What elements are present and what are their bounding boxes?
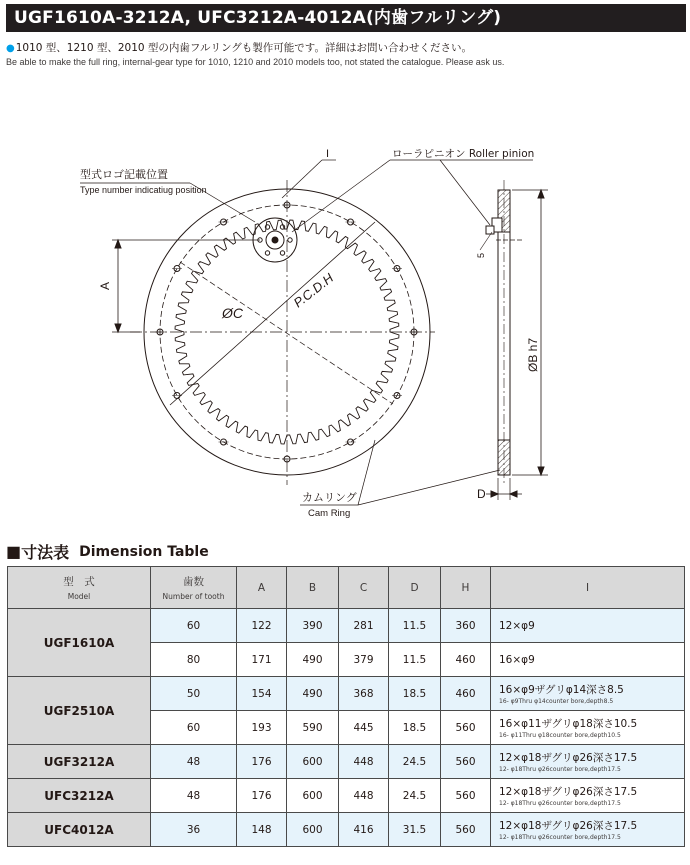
header-model: 型 式 Model <box>8 567 151 609</box>
c-cell: 448 <box>339 745 389 779</box>
i-cell: 12×φ18ザグリφ26深さ17.5 12- φ18Thru φ26counter bore,depth17.5 <box>491 745 685 779</box>
heading-square-icon: ■ <box>6 542 22 561</box>
label-dim-pcd: P.C.D.H <box>290 270 337 311</box>
d-cell: 18.5 <box>389 711 441 745</box>
a-cell: 148 <box>237 813 287 847</box>
d-cell: 31.5 <box>389 813 441 847</box>
b-cell: 600 <box>287 745 339 779</box>
d-cell: 24.5 <box>389 745 441 779</box>
header-teeth: 歯数 Number of tooth <box>151 567 237 609</box>
model-cell: UFC3212A <box>8 779 151 813</box>
b-cell: 390 <box>287 609 339 643</box>
front-view <box>80 160 533 505</box>
leader-pinion-side <box>440 160 490 225</box>
model-cell: UGF1610A <box>8 609 151 677</box>
d-cell: 24.5 <box>389 779 441 813</box>
header-b: B <box>287 567 339 609</box>
teeth-cell: 80 <box>151 643 237 677</box>
table-header-row <box>8 567 685 609</box>
c-cell: 448 <box>339 779 389 813</box>
pinion-side-shaft <box>486 226 494 234</box>
label-dim-d: D <box>477 487 486 501</box>
label-dim-5: 5 <box>476 252 486 258</box>
h-cell: 460 <box>441 643 491 677</box>
i-cell: 16×φ9ザグリφ14深さ8.5 16- φ9Thru φ14counter bore,depth8.5 <box>491 677 685 711</box>
heading-jp: 寸法表 <box>21 543 70 562</box>
b-cell: 490 <box>287 643 339 677</box>
dim-a-arrow-top <box>115 240 121 248</box>
d-cell: 11.5 <box>389 643 441 677</box>
heading-en: Dimension Table <box>79 543 209 560</box>
diameter-line-pcd <box>180 262 393 404</box>
label-model-position-en: Type number indicatiug position <box>80 185 207 195</box>
model-cell: UGF3212A <box>8 745 151 779</box>
i-cell: 12×φ18ザグリφ26深さ17.5 12- φ18Thru φ26counter bore,depth17.5 <box>491 813 685 847</box>
h-cell: 560 <box>441 779 491 813</box>
h-cell: 560 <box>441 711 491 745</box>
label-roller-pinion: ローラピニオン Roller pinion <box>392 148 535 160</box>
header-h: H <box>441 567 491 609</box>
b-cell: 600 <box>287 813 339 847</box>
label-dim-c: ØC <box>222 305 243 321</box>
a-cell: 154 <box>237 677 287 711</box>
b-cell: 600 <box>287 779 339 813</box>
header-a: A <box>237 567 287 609</box>
c-cell: 368 <box>339 677 389 711</box>
label-cam-ring-en: Cam Ring <box>308 508 351 519</box>
teeth-cell: 50 <box>151 677 237 711</box>
note-english: Be able to make the full ring, internal-gear type for 1010, 1210 and 2010 models too, not stated the catalogue. Please ask us. <box>6 57 505 67</box>
d-cell: 11.5 <box>389 609 441 643</box>
c-cell: 445 <box>339 711 389 745</box>
c-cell: 281 <box>339 609 389 643</box>
teeth-cell: 48 <box>151 779 237 813</box>
pinion-bolt <box>280 251 284 255</box>
dimension-table-heading <box>6 540 209 564</box>
dim-d-arrow-left <box>491 491 498 497</box>
a-cell: 176 <box>237 745 287 779</box>
roller-pinion-center <box>272 237 278 243</box>
i-cell: 16×φ9 <box>491 643 685 677</box>
teeth-cell: 60 <box>151 711 237 745</box>
dimension-table <box>7 566 685 847</box>
dim-b-arrow-top <box>538 190 544 198</box>
leader-cam-front <box>358 440 375 505</box>
c-cell: 379 <box>339 643 389 677</box>
note-jp-text: 1010 型、1210 型、2010 型の内歯フルリングも製作可能です。詳細はお問い合わせください。 <box>15 42 472 54</box>
c-cell: 416 <box>339 813 389 847</box>
label-dim-b: ØB h7 <box>526 337 540 372</box>
label-dim-i: I <box>326 148 330 160</box>
model-cell: UGF2510A <box>8 677 151 745</box>
dim-a-arrow-bottom <box>115 324 121 332</box>
table-row <box>8 779 685 813</box>
pinion-bolt <box>265 251 269 255</box>
a-cell: 193 <box>237 711 287 745</box>
b-cell: 590 <box>287 711 339 745</box>
dim-d-arrow-right <box>510 491 517 497</box>
header-d: D <box>389 567 441 609</box>
i-cell: 12×φ18ザグリφ26深さ17.5 12- φ18Thru φ26counter bore,depth17.5 <box>491 779 685 813</box>
dim-b-arrow-bottom <box>538 467 544 475</box>
a-cell: 122 <box>237 609 287 643</box>
table-row <box>8 813 685 847</box>
label-model-position-jp: 型式ロゴ記載位置 <box>80 168 168 181</box>
i-cell: 16×φ11ザグリφ18深さ10.5 16- φ11Thru φ18counter bore,depth10.5 <box>491 711 685 745</box>
header-i: I <box>491 567 685 609</box>
label-cam-ring-jp: カムリング <box>302 491 357 504</box>
table-row <box>8 609 685 643</box>
diameter-line-c <box>170 222 375 405</box>
d-cell: 18.5 <box>389 677 441 711</box>
teeth-cell: 60 <box>151 609 237 643</box>
page-title: UGF1610A-3212A, UFC3212A-4012A(内歯フルリング) <box>6 4 686 32</box>
teeth-cell: 36 <box>151 813 237 847</box>
model-cell: UFC4012A <box>8 813 151 847</box>
header-c: C <box>339 567 389 609</box>
b-cell: 490 <box>287 677 339 711</box>
h-cell: 460 <box>441 677 491 711</box>
i-cell: 12×φ9 <box>491 609 685 643</box>
table-row <box>8 745 685 779</box>
h-cell: 560 <box>441 745 491 779</box>
h-cell: 360 <box>441 609 491 643</box>
pinion-bolt <box>288 238 292 242</box>
dim-5-leader <box>480 232 492 250</box>
bullet-icon: ● <box>6 43 15 54</box>
label-dim-a: A <box>98 281 112 290</box>
leader-pinion-front <box>292 160 390 232</box>
a-cell: 176 <box>237 779 287 813</box>
teeth-cell: 48 <box>151 745 237 779</box>
a-cell: 171 <box>237 643 287 677</box>
h-cell: 560 <box>441 813 491 847</box>
table-row <box>8 677 685 711</box>
